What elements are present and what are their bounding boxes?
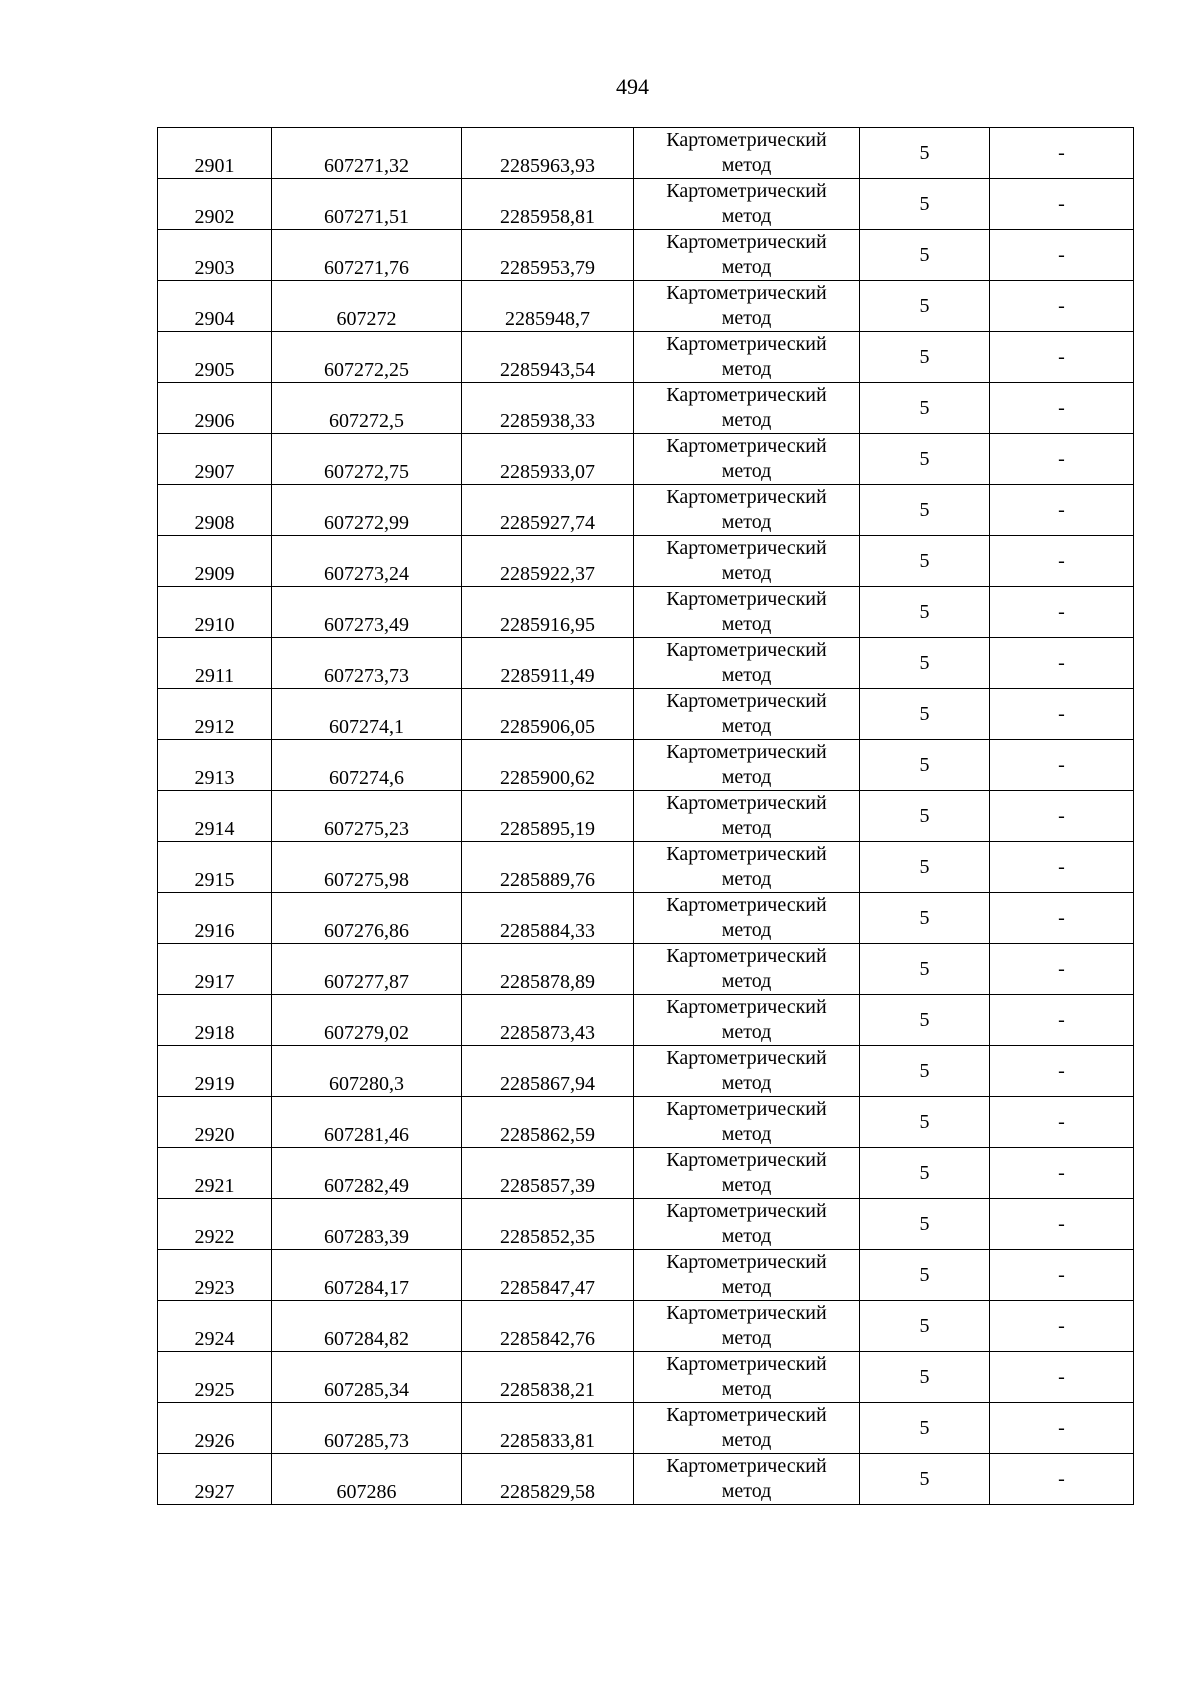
table-row (158, 383, 1134, 434)
y-coordinate-cell: 2285838,21 (462, 1352, 634, 1403)
point-number-cell: 2925 (158, 1352, 272, 1403)
method-line-1: Картометрический (666, 537, 827, 559)
method-line-2: метод (721, 817, 772, 839)
note-cell: - (990, 1352, 1134, 1403)
note-cell: - (990, 230, 1134, 281)
table-row (158, 1199, 1134, 1250)
table-row (158, 179, 1134, 230)
table-row (158, 944, 1134, 995)
x-coordinate-cell: 607276,86 (272, 893, 462, 944)
accuracy-cell: 5 (860, 1403, 990, 1454)
accuracy-cell: 5 (860, 740, 990, 791)
accuracy-cell: 5 (860, 536, 990, 587)
method-line-2: метод (721, 1174, 772, 1196)
point-number-cell: 2915 (158, 842, 272, 893)
accuracy-cell: 5 (860, 230, 990, 281)
table-row (158, 740, 1134, 791)
point-number-cell: 2914 (158, 791, 272, 842)
point-number-cell: 2911 (158, 638, 272, 689)
x-coordinate-cell: 607283,39 (272, 1199, 462, 1250)
method-line-1: Картометрический (666, 690, 827, 712)
method-cell (634, 1301, 860, 1352)
method-cell (634, 1250, 860, 1301)
accuracy-cell: 5 (860, 434, 990, 485)
y-coordinate-cell: 2285900,62 (462, 740, 634, 791)
accuracy-cell: 5 (860, 1097, 990, 1148)
note-cell: - (990, 281, 1134, 332)
method-cell (634, 128, 860, 179)
note-cell: - (990, 383, 1134, 434)
accuracy-cell: 5 (860, 842, 990, 893)
y-coordinate-cell: 2285847,47 (462, 1250, 634, 1301)
x-coordinate-cell: 607272,5 (272, 383, 462, 434)
note-cell: - (990, 1403, 1134, 1454)
method-cell (634, 230, 860, 281)
table-row (158, 1097, 1134, 1148)
note-cell: - (990, 638, 1134, 689)
accuracy-cell: 5 (860, 944, 990, 995)
x-coordinate-cell: 607280,3 (272, 1046, 462, 1097)
note-cell: - (990, 434, 1134, 485)
accuracy-cell: 5 (860, 281, 990, 332)
accuracy-cell: 5 (860, 485, 990, 536)
x-coordinate-cell: 607284,82 (272, 1301, 462, 1352)
x-coordinate-cell: 607275,98 (272, 842, 462, 893)
method-line-2: метод (721, 460, 772, 482)
point-number-cell: 2923 (158, 1250, 272, 1301)
accuracy-cell: 5 (860, 383, 990, 434)
method-cell (634, 383, 860, 434)
y-coordinate-cell: 2285852,35 (462, 1199, 634, 1250)
x-coordinate-cell: 607271,76 (272, 230, 462, 281)
method-line-2: метод (721, 919, 772, 941)
note-cell: - (990, 485, 1134, 536)
table-row (158, 281, 1134, 332)
method-cell (634, 944, 860, 995)
y-coordinate-cell: 2285963,93 (462, 128, 634, 179)
method-line-1: Картометрический (666, 1251, 827, 1273)
point-number-cell: 2909 (158, 536, 272, 587)
table-row (158, 230, 1134, 281)
y-coordinate-cell: 2285948,7 (462, 281, 634, 332)
accuracy-cell: 5 (860, 791, 990, 842)
point-number-cell: 2907 (158, 434, 272, 485)
accuracy-cell: 5 (860, 1148, 990, 1199)
y-coordinate-cell: 2285922,37 (462, 536, 634, 587)
method-cell (634, 689, 860, 740)
y-coordinate-cell: 2285873,43 (462, 995, 634, 1046)
x-coordinate-cell: 607284,17 (272, 1250, 462, 1301)
method-line-2: метод (721, 307, 772, 329)
method-cell (634, 1454, 860, 1505)
accuracy-cell: 5 (860, 1352, 990, 1403)
method-cell (634, 281, 860, 332)
note-cell: - (990, 128, 1134, 179)
accuracy-cell: 5 (860, 1454, 990, 1505)
method-line-2: метод (721, 766, 772, 788)
method-cell (634, 893, 860, 944)
y-coordinate-cell: 2285878,89 (462, 944, 634, 995)
method-line-2: метод (721, 205, 772, 227)
method-line-1: Картометрический (666, 1455, 827, 1477)
table-row (158, 842, 1134, 893)
point-number-cell: 2921 (158, 1148, 272, 1199)
y-coordinate-cell: 2285862,59 (462, 1097, 634, 1148)
point-number-cell: 2905 (158, 332, 272, 383)
method-line-1: Картометрический (666, 333, 827, 355)
point-number-cell: 2927 (158, 1454, 272, 1505)
note-cell: - (990, 995, 1134, 1046)
note-cell: - (990, 587, 1134, 638)
x-coordinate-cell: 607272 (272, 281, 462, 332)
table-row (158, 434, 1134, 485)
accuracy-cell: 5 (860, 638, 990, 689)
method-cell (634, 791, 860, 842)
method-cell (634, 1403, 860, 1454)
method-line-2: метод (721, 409, 772, 431)
method-line-2: метод (721, 1378, 772, 1400)
accuracy-cell: 5 (860, 689, 990, 740)
note-cell: - (990, 1454, 1134, 1505)
table-row (158, 1148, 1134, 1199)
y-coordinate-cell: 2285895,19 (462, 791, 634, 842)
point-number-cell: 2922 (158, 1199, 272, 1250)
y-coordinate-cell: 2285933,07 (462, 434, 634, 485)
method-line-1: Картометрический (666, 384, 827, 406)
x-coordinate-cell: 607281,46 (272, 1097, 462, 1148)
method-line-2: метод (721, 1072, 772, 1094)
method-line-2: метод (721, 715, 772, 737)
y-coordinate-cell: 2285953,79 (462, 230, 634, 281)
method-line-1: Картометрический (666, 486, 827, 508)
y-coordinate-cell: 2285943,54 (462, 332, 634, 383)
point-number-cell: 2918 (158, 995, 272, 1046)
accuracy-cell: 5 (860, 179, 990, 230)
note-cell: - (990, 1250, 1134, 1301)
table-row (158, 128, 1134, 179)
method-cell (634, 434, 860, 485)
method-cell (634, 740, 860, 791)
y-coordinate-cell: 2285867,94 (462, 1046, 634, 1097)
method-line-1: Картометрический (666, 282, 827, 304)
point-number-cell: 2919 (158, 1046, 272, 1097)
accuracy-cell: 5 (860, 128, 990, 179)
table-row (158, 536, 1134, 587)
method-line-2: метод (721, 1225, 772, 1247)
accuracy-cell: 5 (860, 1250, 990, 1301)
point-number-cell: 2906 (158, 383, 272, 434)
x-coordinate-cell: 607273,24 (272, 536, 462, 587)
note-cell: - (990, 791, 1134, 842)
method-line-1: Картометрический (666, 1098, 827, 1120)
method-line-2: метод (721, 1123, 772, 1145)
point-number-cell: 2901 (158, 128, 272, 179)
method-line-1: Картометрический (666, 1200, 827, 1222)
point-number-cell: 2902 (158, 179, 272, 230)
accuracy-cell: 5 (860, 995, 990, 1046)
point-number-cell: 2913 (158, 740, 272, 791)
note-cell: - (990, 179, 1134, 230)
table-row (158, 332, 1134, 383)
method-line-1: Картометрический (666, 792, 827, 814)
method-line-1: Картометрический (666, 180, 827, 202)
method-cell (634, 179, 860, 230)
method-line-2: метод (721, 1429, 772, 1451)
point-number-cell: 2917 (158, 944, 272, 995)
method-line-2: метод (721, 1480, 772, 1502)
method-line-2: метод (721, 1327, 772, 1349)
y-coordinate-cell: 2285927,74 (462, 485, 634, 536)
point-number-cell: 2924 (158, 1301, 272, 1352)
point-number-cell: 2920 (158, 1097, 272, 1148)
table-body (158, 128, 1134, 1505)
note-cell: - (990, 944, 1134, 995)
point-number-cell: 2912 (158, 689, 272, 740)
y-coordinate-cell: 2285884,33 (462, 893, 634, 944)
y-coordinate-cell: 2285857,39 (462, 1148, 634, 1199)
method-line-2: метод (721, 868, 772, 890)
point-number-cell: 2904 (158, 281, 272, 332)
method-cell (634, 485, 860, 536)
table-row (158, 791, 1134, 842)
method-line-2: метод (721, 664, 772, 686)
x-coordinate-cell: 607272,75 (272, 434, 462, 485)
x-coordinate-cell: 607282,49 (272, 1148, 462, 1199)
method-cell (634, 1097, 860, 1148)
method-line-2: метод (721, 1021, 772, 1043)
accuracy-cell: 5 (860, 1046, 990, 1097)
table-row (158, 1046, 1134, 1097)
x-coordinate-cell: 607272,99 (272, 485, 462, 536)
method-line-2: метод (721, 358, 772, 380)
method-line-1: Картометрический (666, 945, 827, 967)
point-number-cell: 2926 (158, 1403, 272, 1454)
accuracy-cell: 5 (860, 1199, 990, 1250)
x-coordinate-cell: 607271,32 (272, 128, 462, 179)
method-cell (634, 1148, 860, 1199)
y-coordinate-cell: 2285829,58 (462, 1454, 634, 1505)
method-line-1: Картометрический (666, 1353, 827, 1375)
note-cell: - (990, 689, 1134, 740)
x-coordinate-cell: 607277,87 (272, 944, 462, 995)
method-line-1: Картометрический (666, 894, 827, 916)
table-row (158, 638, 1134, 689)
y-coordinate-cell: 2285889,76 (462, 842, 634, 893)
x-coordinate-cell: 607273,73 (272, 638, 462, 689)
method-line-2: метод (721, 613, 772, 635)
y-coordinate-cell: 2285906,05 (462, 689, 634, 740)
x-coordinate-cell: 607279,02 (272, 995, 462, 1046)
method-cell (634, 1352, 860, 1403)
x-coordinate-cell: 607272,25 (272, 332, 462, 383)
accuracy-cell: 5 (860, 587, 990, 638)
method-cell (634, 1199, 860, 1250)
method-cell (634, 1046, 860, 1097)
method-line-1: Картометрический (666, 1047, 827, 1069)
method-line-1: Картометрический (666, 435, 827, 457)
point-number-cell: 2916 (158, 893, 272, 944)
method-line-2: метод (721, 154, 772, 176)
y-coordinate-cell: 2285916,95 (462, 587, 634, 638)
x-coordinate-cell: 607275,23 (272, 791, 462, 842)
y-coordinate-cell: 2285938,33 (462, 383, 634, 434)
y-coordinate-cell: 2285958,81 (462, 179, 634, 230)
method-cell (634, 587, 860, 638)
x-coordinate-cell: 607274,6 (272, 740, 462, 791)
note-cell: - (990, 1148, 1134, 1199)
accuracy-cell: 5 (860, 1301, 990, 1352)
method-line-1: Картометрический (666, 231, 827, 253)
x-coordinate-cell: 607285,73 (272, 1403, 462, 1454)
accuracy-cell: 5 (860, 332, 990, 383)
table-row (158, 689, 1134, 740)
method-line-2: метод (721, 562, 772, 584)
point-number-cell: 2903 (158, 230, 272, 281)
table-row (158, 1403, 1134, 1454)
method-line-1: Картометрический (666, 1149, 827, 1171)
coordinates-table (157, 127, 1134, 1505)
note-cell: - (990, 332, 1134, 383)
table-row (158, 1454, 1134, 1505)
note-cell: - (990, 740, 1134, 791)
method-line-1: Картометрический (666, 741, 827, 763)
y-coordinate-cell: 2285911,49 (462, 638, 634, 689)
table-row (158, 1250, 1134, 1301)
method-line-1: Картометрический (666, 1302, 827, 1324)
method-line-1: Картометрический (666, 1404, 827, 1426)
method-line-1: Картометрический (666, 996, 827, 1018)
table-row (158, 1301, 1134, 1352)
note-cell: - (990, 536, 1134, 587)
note-cell: - (990, 1097, 1134, 1148)
note-cell: - (990, 842, 1134, 893)
note-cell: - (990, 1301, 1134, 1352)
note-cell: - (990, 1046, 1134, 1097)
x-coordinate-cell: 607286 (272, 1454, 462, 1505)
x-coordinate-cell: 607274,1 (272, 689, 462, 740)
method-line-1: Картометрический (666, 843, 827, 865)
accuracy-cell: 5 (860, 893, 990, 944)
method-line-1: Картометрический (666, 639, 827, 661)
table-row (158, 995, 1134, 1046)
x-coordinate-cell: 607285,34 (272, 1352, 462, 1403)
method-cell (634, 332, 860, 383)
table-row (158, 485, 1134, 536)
x-coordinate-cell: 607271,51 (272, 179, 462, 230)
method-cell (634, 536, 860, 587)
y-coordinate-cell: 2285842,76 (462, 1301, 634, 1352)
method-line-2: метод (721, 970, 772, 992)
method-line-1: Картометрический (666, 129, 827, 151)
page-number: 494 (616, 74, 649, 99)
method-line-2: метод (721, 1276, 772, 1298)
method-line-2: метод (721, 256, 772, 278)
y-coordinate-cell: 2285833,81 (462, 1403, 634, 1454)
point-number-cell: 2910 (158, 587, 272, 638)
point-number-cell: 2908 (158, 485, 272, 536)
method-line-2: метод (721, 511, 772, 533)
table-row (158, 587, 1134, 638)
x-coordinate-cell: 607273,49 (272, 587, 462, 638)
method-cell (634, 842, 860, 893)
method-line-1: Картометрический (666, 588, 827, 610)
table-row (158, 893, 1134, 944)
method-cell (634, 638, 860, 689)
method-cell (634, 995, 860, 1046)
note-cell: - (990, 893, 1134, 944)
note-cell: - (990, 1199, 1134, 1250)
table-row (158, 1352, 1134, 1403)
